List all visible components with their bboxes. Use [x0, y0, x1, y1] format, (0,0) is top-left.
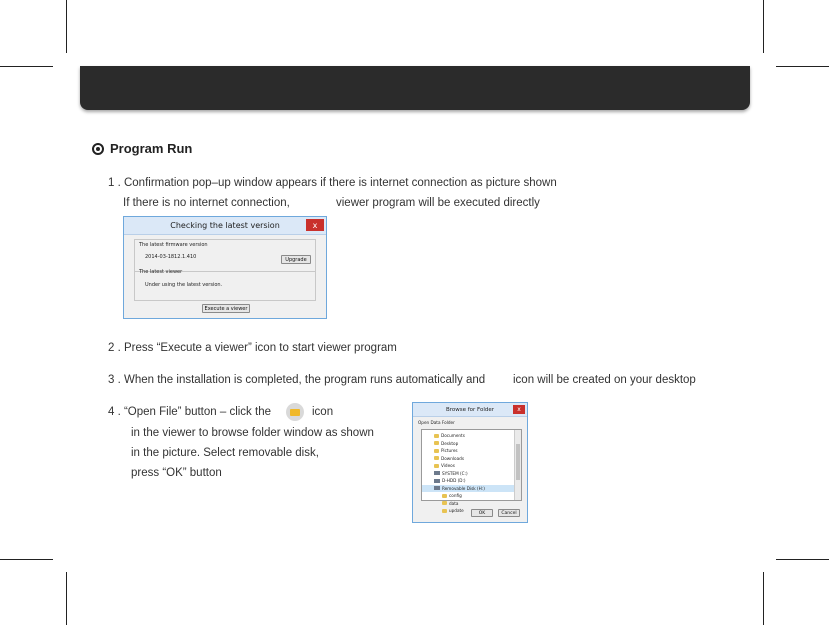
version-dialog [123, 216, 327, 319]
tree-item[interactable] [422, 455, 521, 463]
step-4-line-1b: icon [312, 406, 334, 418]
browse-subtitle: Open Data Folder [418, 420, 455, 425]
version-dialog-title: Checking the latest version [170, 221, 280, 230]
step-1-line-2b: viewer program will be executed directly [336, 197, 540, 209]
header-bar [80, 66, 750, 110]
close-icon[interactable]: x [513, 405, 525, 414]
upgrade-button[interactable]: Upgrade [281, 255, 311, 264]
folder-icon [442, 501, 447, 505]
crop-mark-bottom-left [66, 572, 67, 625]
folder-icon [434, 434, 439, 438]
crop-mark-right-top [776, 66, 829, 67]
tree-item-label: Desktop [441, 440, 459, 446]
crop-mark-top-right [763, 0, 764, 53]
tree-scrollbar[interactable] [514, 430, 521, 500]
step-4-line-4: press “OK” button [131, 467, 222, 479]
tree-item[interactable] [422, 470, 521, 478]
firmware-label: The latest firmware version [139, 242, 208, 248]
viewer-label: The latest viewer [139, 269, 183, 275]
step-4-line-2: in the viewer to browse folder window as shown [131, 427, 374, 439]
close-icon[interactable]: x [306, 219, 324, 231]
drive-icon [434, 479, 440, 483]
step-3a: 3 . When the installation is completed, the program runs automatically and [108, 374, 486, 386]
tree-item-label: SYSTEM (C:) [442, 470, 468, 476]
tree-item-label: Documents [441, 433, 465, 439]
tree-item-label: update [449, 508, 464, 514]
tree-item-label: Downloads [441, 455, 464, 461]
section-title-text: Program Run [110, 141, 193, 156]
step-1-line-1: 1 . Confirmation pop–up window appears if there is internet connection as picture shown [108, 177, 557, 189]
folder-icon [442, 494, 447, 498]
tree-item-label: Removable Disk (H:) [442, 485, 485, 491]
ok-button[interactable]: OK [471, 509, 493, 517]
crop-mark-bottom-right [763, 572, 764, 625]
folder-icon [434, 449, 439, 453]
tree-item[interactable] [422, 492, 521, 500]
folder-icon [442, 509, 447, 513]
open-folder-icon [286, 403, 304, 421]
execute-viewer-button[interactable]: Execute a viewer [202, 304, 250, 313]
step-1-line-2a: If there is no internet connection, [123, 197, 290, 209]
tree-item[interactable] [422, 440, 521, 448]
section-title [92, 141, 192, 156]
folder-icon [434, 441, 439, 445]
crop-mark-top-left [66, 0, 67, 53]
folder-icon [434, 464, 439, 468]
firmware-value: 2014-03-1812.1.410 [145, 254, 197, 260]
drive-icon [434, 471, 440, 475]
tree-item[interactable] [422, 462, 521, 470]
tree-item[interactable] [422, 477, 521, 485]
crop-mark-left-bottom [0, 559, 53, 560]
viewer-group [134, 271, 316, 301]
folder-icon [434, 456, 439, 460]
step-4-line-1a: 4 . “Open File” button – click the [108, 406, 271, 418]
step-2: 2 . Press “Execute a viewer” icon to start viewer program [108, 342, 397, 354]
tree-item-label: Pictures [441, 448, 458, 454]
drive-icon [434, 486, 440, 490]
tree-item[interactable] [422, 500, 521, 508]
tree-item-label: config [449, 493, 462, 499]
tree-item[interactable] [422, 432, 521, 440]
tree-item[interactable] [422, 485, 521, 493]
tree-item-label: data [449, 500, 459, 506]
version-dialog-titlebar [124, 217, 326, 235]
scrollbar-thumb[interactable] [516, 444, 520, 480]
tree-item-label: Videos [441, 463, 455, 469]
cancel-button[interactable]: Cancel [498, 509, 520, 517]
step-3b: icon will be created on your desktop [513, 374, 696, 386]
viewer-value: Under using the latest version. [145, 282, 223, 288]
circle-bullet-icon [92, 143, 104, 155]
step-4-line-3: in the picture. Select removable disk, [131, 447, 319, 459]
crop-mark-left-top [0, 66, 53, 67]
tree-item[interactable] [422, 447, 521, 455]
browse-folder-dialog [412, 402, 528, 523]
crop-mark-right-bottom [776, 559, 829, 560]
tree-item-label: D-HDD (D:) [442, 478, 466, 484]
browse-dialog-title: Browse for Folder [445, 406, 495, 413]
browse-dialog-titlebar [413, 403, 527, 417]
